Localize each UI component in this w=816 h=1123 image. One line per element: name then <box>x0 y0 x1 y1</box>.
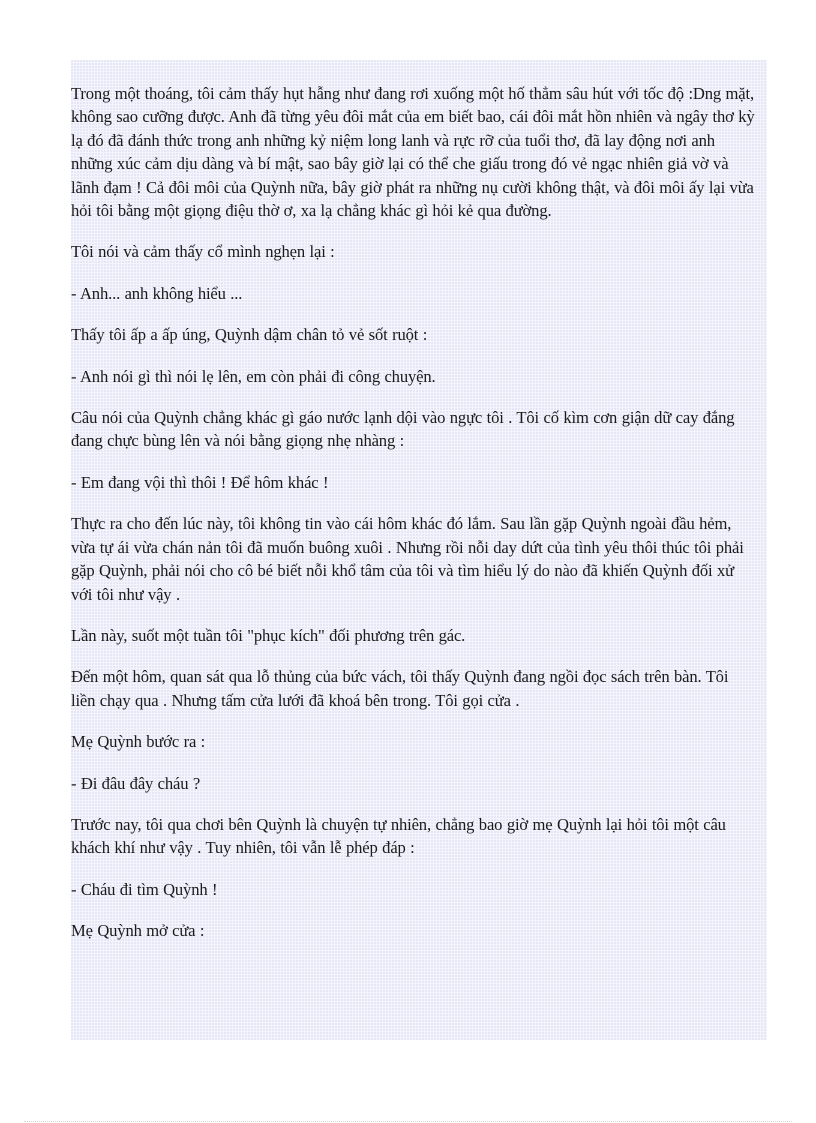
paragraph: - Anh... anh không hiểu ... <box>71 283 243 303</box>
paragraph: - Em đang vội thì thôi ! Để hôm khác ! <box>71 472 329 492</box>
paragraph: Trong một thoáng, tôi cảm thấy hụt hẫng như đang rơi xuống một hố thẳm sâu hút với tốc độ :Dng mặt, không sao cưỡng được. Anh đã từng yêu đôi mắt của em biết bao, cái đôi mắt hồn nhiên và ngây thơ kỳ lạ đó đã đánh thức trong anh những kỷ niệm long lanh và rực rỡ của tuổi thơ, đã lay động nơi anh những xúc cảm dịu dàng và bí mật, sao bây giờ lại có thể che giấu trong đó vẻ ngạc nhiên giả vờ và lãnh đạm ! Cả đôi môi của Quỳnh nữa, bây giờ phát ra những nụ cười không thật, và đôi môi ấy lại vừa hỏi tôi bằng một giọng điệu thờ ơ, xa lạ chẳng khác gì hỏi kẻ qua đường. <box>71 84 755 221</box>
paragraph: Thực ra cho đến lúc này, tôi không tin vào cái hôm khác đó lắm. Sau lần gặp Quỳnh ngoài đầu hẻm, vừa tự ái vừa chán nản tôi đã muốn buông xuôi . Nhưng rồi nỗi day dứt của tình yêu thôi thúc tôi phải gặp Quỳnh, phải nói cho cô bé biết nỗi khổ tâm của tôi và tìm hiểu lý do nào đã khiến Quỳnh đối xử với tôi như vậy . <box>71 514 744 604</box>
paragraph: Tôi nói và cảm thấy cổ mình nghẹn lại : <box>71 242 335 262</box>
paragraph: Trước nay, tôi qua chơi bên Quỳnh là chuyện tự nhiên, chẳng bao giờ mẹ Quỳnh lại hỏi tôi một câu khách khí như vậy . Tuy nhiên, tôi vẫn lễ phép đáp : <box>71 814 726 858</box>
paragraph: Câu nói của Quỳnh chẳng khác gì gáo nước lạnh dội vào ngực tôi . Tôi cố kìm cơn giận dữ cay đắng đang chực bùng lên và nói bằng giọng nhẹ nhàng : <box>71 408 735 451</box>
paragraph: Lần này, suốt một tuần tôi "phục kích" đối phương trên gác. <box>71 625 466 645</box>
paragraph: - Anh nói gì thì nói lẹ lên, em còn phải đi công chuyện. <box>71 366 436 386</box>
paragraph: Mẹ Quỳnh mở cửa : <box>71 921 205 941</box>
paragraph: Thấy tôi ấp a ấp úng, Quỳnh dậm chân tỏ vẻ sốt ruột : <box>71 325 428 345</box>
document-body <box>71 60 767 1040</box>
paragraph: Đến một hôm, quan sát qua lỗ thủng của bức vách, tôi thấy Quỳnh đang ngồi đọc sách trên bàn. Tôi liền chạy qua . Nhưng tấm cửa lưới đã khoá bên trong. Tôi gọi cửa . <box>71 667 729 710</box>
page-bottom-divider <box>24 1121 792 1122</box>
paragraph: - Đi đâu đây cháu ? <box>71 773 201 793</box>
paragraph: Mẹ Quỳnh bước ra : <box>71 732 206 752</box>
paragraph: - Cháu đi tìm Quỳnh ! <box>71 879 218 899</box>
